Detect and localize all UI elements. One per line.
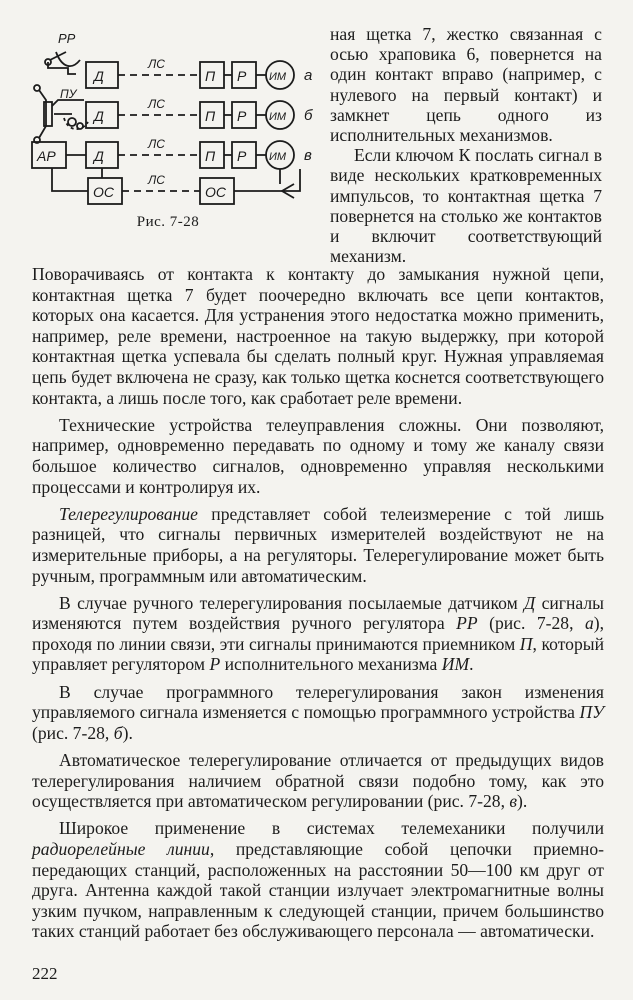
im-label-a: ИМ: [269, 71, 287, 83]
paragraph: В случае ручного телерегулирования посылаемые датчиком Д сигналы изменяются путем воздействия ручного регулятора РР (рис. 7-28, а), проходя по линии связи, эти сигналы принимаются приемником П, который управляет регулятором Р исполнительного механизма ИМ.: [32, 592, 604, 675]
paragraph: ная щетка 7, жестко связанная с осью храповика 6, повернется на один контакт вправо (например, с нулевого на первый контакт) и замкнет цепь одного из исполнительных механизмов.: [330, 24, 602, 146]
ls-label-v: ЛС: [148, 137, 165, 151]
wire: [39, 90, 46, 138]
row-label-a: а: [304, 67, 313, 84]
main-text: [32, 264, 604, 949]
paragraph: Телерегулирование представляет собой телеизмерение с той лишь разницей, что сигналы первичных измерителей воздействуют не на измерительные приборы, а на регуляторы. Телерегулирование может быть ручным, программным или автоматическим.: [32, 503, 604, 586]
paragraph: Автоматическое телерегулирование отличается от предыдущих видов телерегулирования наличием обратной связи подобно тому, как это осуществляется при автоматическом регулировании (рис. 7-28, в).: [32, 750, 604, 812]
d-label-b: Д: [94, 108, 104, 124]
ls-label-b: ЛС: [148, 97, 165, 111]
page-number: 222: [32, 964, 58, 983]
d-label-a: Д: [94, 68, 104, 84]
r-label-v: Р: [237, 148, 247, 164]
figure-caption: Рис. 7-28: [136, 214, 200, 230]
term: Телерегулирование: [59, 503, 198, 524]
regulator-wire: [56, 52, 80, 66]
ls-label-a: ЛС: [148, 57, 165, 71]
row-label-v: в: [304, 147, 312, 164]
cam-disc: [68, 118, 76, 126]
r-label-b: Р: [237, 108, 247, 124]
rr-label: РР: [58, 31, 76, 46]
p-label-v: П: [205, 148, 216, 164]
p-label-a: П: [205, 68, 216, 84]
wire: [48, 62, 76, 74]
row-label-b: б: [304, 107, 313, 124]
paragraph: Поворачиваясь от контакта к контакту до замыкания нужной цепи, контактная щетка 7 будет поочередно включать все цепи контактов, которых она касается. Для устранения этого недостатка можно применить, например, реле времени, настроенное на такую выдержку, при которой контактная щетка успевала бы сделать полный круг. Нужная управляемая цепь будет включена не сразу, как только щетка коснется соответствующего контакта, а лишь после того, как сработает реле времени.: [32, 264, 604, 408]
im-label-v: ИМ: [269, 151, 287, 163]
figure-7-28: [28, 22, 328, 247]
paragraph: Если ключом К послать сигнал в виде нескольких кратковременных импульсов, то контактная щетка 7 повернется на столько же контактов и включит соответствующий механизм.: [330, 145, 602, 267]
pu-label: ПУ: [60, 87, 77, 101]
r-label-a: Р: [237, 68, 247, 84]
paragraph: Широкое применение в системах телемеханики получили радиорелейные линии, представляющие собой цепочки приемно-передающих станций, расположенных на расстоянии 50—100 км друг от друга. Антенна каждой такой станции излучает электромагнитные волны узким пучком, направленным к следующей станции, причем большинство таких станций работает без обслуживающего персонала — автоматически.: [32, 818, 604, 942]
wire: [52, 168, 88, 191]
feedback-wire: [234, 169, 300, 191]
d-label-v: Д: [94, 148, 104, 164]
p-label-b: П: [205, 108, 216, 124]
paragraph: Технические устройства телеуправления сложны. Они позволяют, например, одновременно передавать по одному и тому же каналу связи большое количество сигналов, одновременно управляя несколькими процессами и контролируя их.: [32, 414, 604, 497]
right-column-text: [330, 24, 602, 266]
paragraph: В случае программного телерегулирования закон изменения управляемого сигнала изменяется с помощью программного устройства ПУ (рис. 7-28, б).: [32, 681, 604, 743]
os-label-left: ОС: [93, 184, 114, 200]
ls-label-os: ЛС: [148, 173, 165, 187]
block-diagram: [28, 22, 328, 212]
im-label-b: ИМ: [269, 111, 287, 123]
ar-label: АР: [37, 148, 56, 164]
wire: [52, 100, 84, 106]
os-label-right: ОС: [205, 184, 226, 200]
